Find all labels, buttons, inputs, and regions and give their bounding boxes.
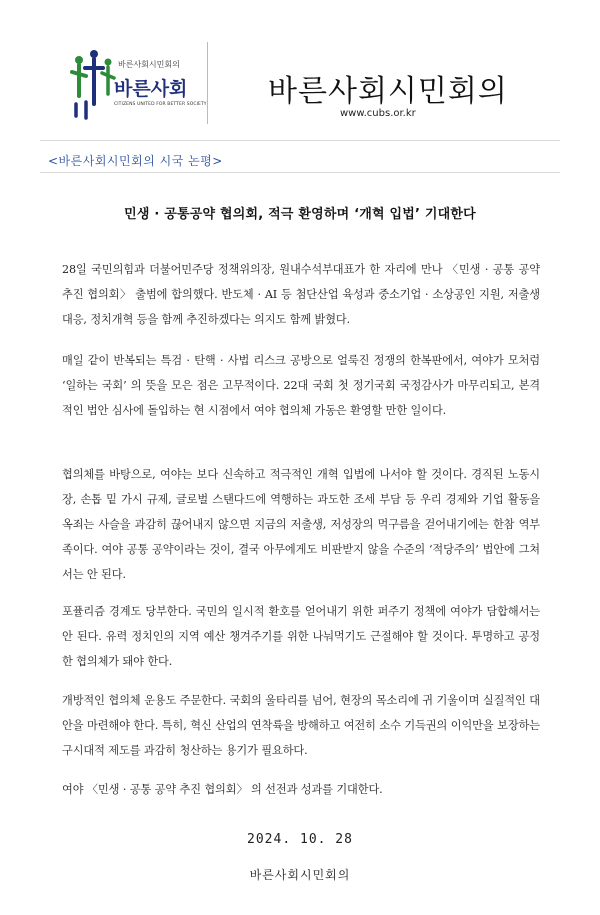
body-paragraph-1: 28일 국민의힘과 더불어민주당 정책위의장, 원내수석부대표가 한 자리에 만나 〈민생 · 공통 공약 추진 협의회〉 출범에 합의했다. 반도체 · AI 등 첨단산업 육성과 중소기업 · 소상공인 지원, 저출생 대응, 정치개혁 등을 함께 추진하겠다는 의지도 함께 밝혔다. xyxy=(62,263,540,326)
body-paragraph-2: 매일 같이 반복되는 특검 · 탄핵 · 사법 리스크 공방으로 얼룩진 정쟁의 한복판에서, 여야가 모처럼 ‘일하는 국회’ 의 뜻을 모은 점은 고무적이다. 22대 국회 첫 정기국회 국정감사가 마무리되고, 본격적인 법안 심사에 돌입하는 현 시점에서 여야 협의체 가동은 환영할 만한 일이다. xyxy=(62,354,540,417)
body-paragraph-4: 포퓰리즘 경계도 당부한다. 국민의 일시적 환호를 얻어내기 위한 퍼주기 정책에 여야가 담합해서는 안 된다. 유력 정치인의 지역 예산 챙겨주기를 위한 나눠먹기도 근절해야 할 것이다. 투명하고 공정한 협의체가 돼야 한다. xyxy=(62,605,540,668)
body-paragraph-6: 여야 〈민생 · 공통 공약 추진 협의회〉 의 선전과 성과를 기대한다. xyxy=(62,783,383,796)
section-label: <바른사회시민회의 시국 논평> xyxy=(48,154,223,168)
header-divider xyxy=(207,42,208,124)
logo-name: 바른사회 xyxy=(114,78,188,100)
top-rule xyxy=(40,140,560,141)
signature: 바른사회시민회의 xyxy=(249,868,351,882)
organization-title: 바른사회시민회의 xyxy=(268,74,508,109)
organization-url: www.cubs.or.kr xyxy=(340,108,416,119)
organization-logo xyxy=(70,46,207,124)
letterhead xyxy=(0,0,600,138)
logo-top-text: 바른사회시민회의 xyxy=(118,60,180,69)
logo-figures-icon xyxy=(70,46,120,124)
issue-date: 2024. 10. 28 xyxy=(247,832,353,847)
logo-subtitle: CITIZENS UNITED FOR BETTER SOCIETY xyxy=(114,102,207,107)
section-rule xyxy=(40,172,560,173)
body-paragraph-5: 개방적인 협의체 운용도 주문한다. 국회의 울타리를 넘어, 현장의 목소리에 귀 기울이며 실질적인 대안을 마련해야 한다. 특히, 혁신 산업의 연착륙을 방해하고 여전히 소수 기득권의 이익만을 보장하는 구시대적 제도를 과감히 청산하는 용기가 필요하다. xyxy=(62,694,540,757)
headline: 민생 · 공통공약 협의회, 적극 환영하며 ‘개혁 입법’ 기대한다 xyxy=(124,207,476,222)
body-paragraph-3: 협의체를 바탕으로, 여야는 보다 신속하고 적극적인 개혁 입법에 나서야 할 것이다. 경직된 노동시장, 손톱 밑 가시 규제, 글로벌 스탠다드에 역행하는 과도한 조세 부담 등 우리 경제와 기업 활동을 옥죄는 사슬을 과감히 끊어내지 않으면 지금의 저출생, 저성장의 먹구름을 걷어내기에는 한참 역부족이다. 여야 공통 공약이라는 것이, 결국 아무에게도 비판받지 않을 수준의 ‘적당주의’ 법안에 그쳐서는 안 된다. xyxy=(62,468,540,581)
